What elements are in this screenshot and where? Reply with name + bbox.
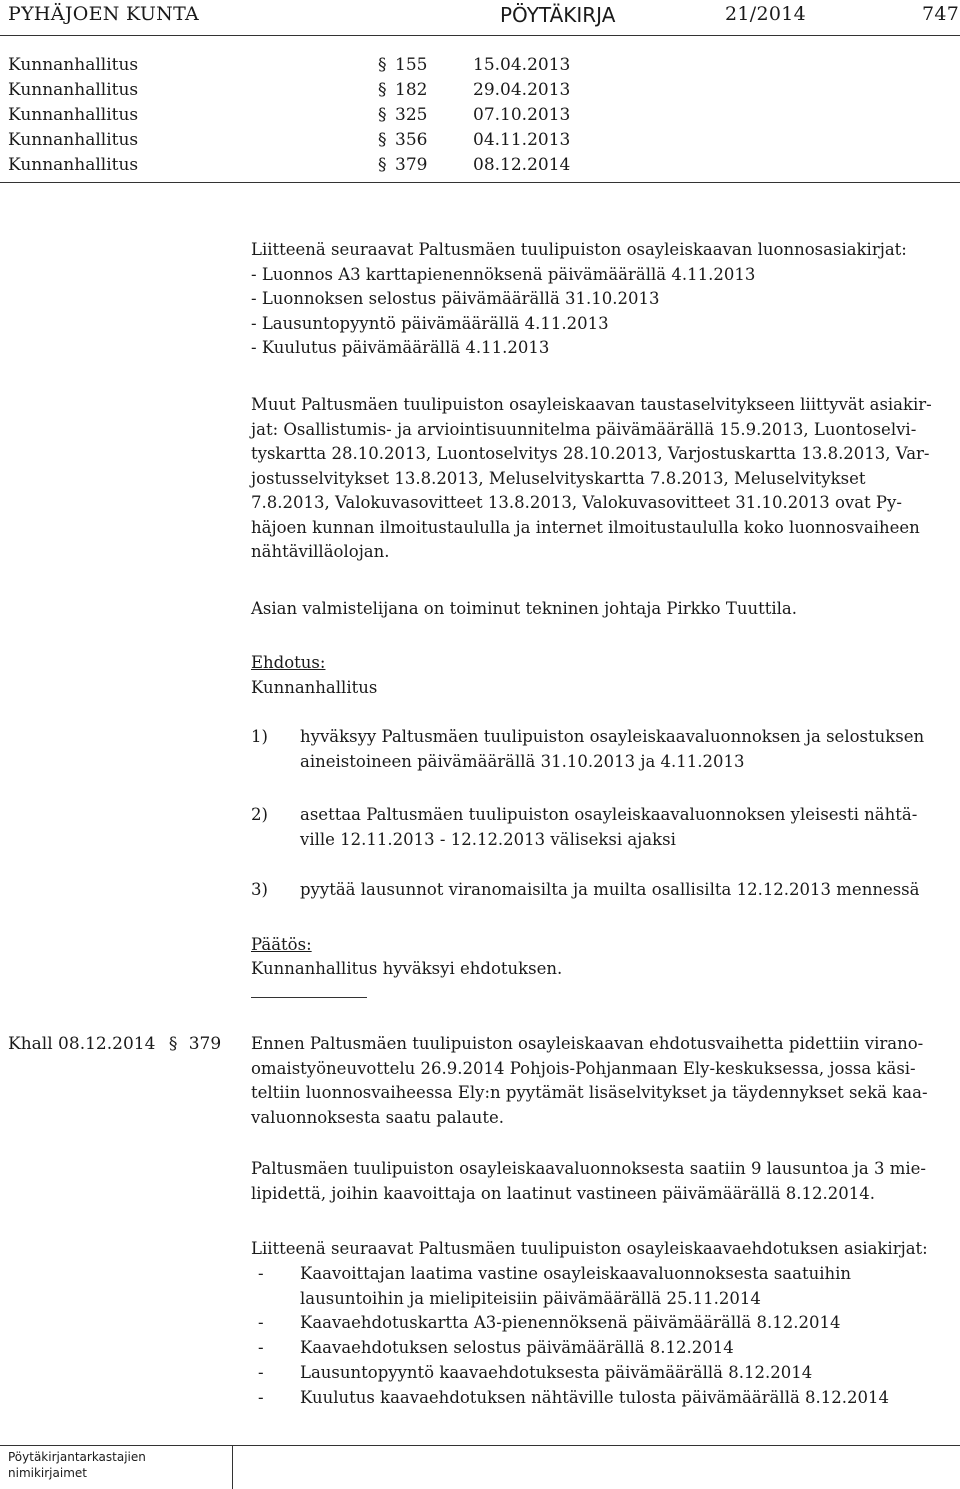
attachments-section: [251, 238, 956, 361]
reference-row: [8, 55, 708, 79]
references-divider: [0, 182, 960, 183]
reference-row: [8, 105, 708, 129]
section-icon: §: [378, 80, 387, 100]
paragraph-line: häjoen kunnan ilmoitustaululla ja internet ilmoitustaululla koko luonnosvaiheen: [251, 517, 920, 537]
footer-line: Pöytäkirjantarkastajien: [8, 1450, 146, 1464]
attachment-item: Kaavaehdotuksen selostus päivämäärällä 8.12.2014: [300, 1338, 734, 1357]
paragraph-line: nähtävilläolojan.: [251, 542, 390, 561]
paragraph-line: tyskartta 28.10.2013, Luontoselvitys 28.10.2013, Varjostuskartta 13.8.2013, Var-: [251, 444, 930, 463]
reference-body: Kunnanhallitus: [8, 55, 139, 75]
paragraph-line: Ennen Paltusmäen tuulipuiston osayleiskaavan ehdotusvaihetta pidettiin virano-: [251, 1034, 924, 1053]
paragraph-line: jostusselvitykset 13.8.2013, Meluselvityskartta 7.8.2013, Meluselvitykset: [251, 468, 866, 488]
proposal-heading: Ehdotus:: [251, 653, 326, 672]
attachment-dash: -: [258, 1338, 264, 1357]
reference-date: 07.10.2013: [473, 105, 571, 125]
paragraph-line: jat: Osallistumis- ja arviointisuunnitelma päivämäärällä 15.9.2013, Luontoselvi-: [251, 419, 917, 439]
reference-body: Kunnanhallitus: [8, 155, 139, 175]
document-type: PÖYTÄKIRJA: [500, 3, 616, 27]
khall-paragraph-2: [251, 1157, 956, 1206]
khall-attachments-intro: Liitteenä seuraavat Paltusmäen tuulipuiston osayleiskaavaehdotuksen asiakirjat:: [251, 1239, 928, 1258]
attachment-item: Lausuntopyyntö kaavaehdotuksesta päivämäärällä 8.12.2014: [300, 1363, 813, 1382]
paragraph-line: Muut Paltusmäen tuulipuiston osayleiskaavan taustaselvitykseen liittyvät asiakir-: [251, 395, 932, 414]
proposal-item-number: 1): [251, 727, 268, 746]
khall-date: Khall 08.12.2014: [8, 1034, 156, 1054]
paragraph-line: asettaa Paltusmäen tuulipuiston osayleiskaavaluonnoksen yleisesti nähtä-: [300, 805, 918, 824]
reference-number: 182: [395, 80, 428, 100]
section-icon: §: [378, 155, 387, 175]
attachment-item: [300, 1262, 950, 1311]
paragraph-line: ville 12.11.2013 - 12.12.2013 väliseksi ajaksi: [300, 829, 676, 849]
paragraph-line: hyväksyy Paltusmäen tuulipuiston osayleiskaavaluonnoksen ja selostuksen: [300, 727, 925, 746]
decision-underline: [251, 997, 367, 998]
reference-row: [8, 130, 708, 154]
reference-number: 356: [395, 130, 428, 150]
footer-label: [8, 1449, 146, 1481]
attachment-item: - Lausuntopyyntö päivämäärällä 4.11.2013: [251, 313, 609, 333]
attachment-item: - Kuulutus päivämäärällä 4.11.2013: [251, 338, 550, 357]
khall-number: 379: [188, 1034, 222, 1054]
proposal-item-number: 3): [251, 880, 268, 899]
reference-date: 08.12.2014: [473, 155, 571, 175]
reference-number: 379: [395, 155, 428, 175]
attachment-dash: -: [258, 1313, 264, 1332]
reference-row: [8, 155, 708, 179]
proposal-item-text: [300, 725, 960, 774]
reference-row: [8, 80, 708, 104]
attachment-dash: -: [258, 1363, 264, 1382]
section-icon: §: [378, 105, 387, 125]
reference-date: 15.04.2013: [473, 55, 571, 75]
signature-box: [232, 1446, 233, 1489]
section-icon: §: [378, 55, 387, 75]
attachment-dash: -: [258, 1264, 264, 1283]
attachment-item: Kaavaehdotuskartta A3-pienennöksenä päivämäärällä 8.12.2014: [300, 1313, 841, 1332]
footer-line: nimikirjaimet: [8, 1466, 87, 1480]
issue-number: 21/2014: [725, 3, 807, 25]
paragraph-line: aineistoineen päivämäärällä 31.10.2013 ja 4.11.2013: [300, 751, 745, 771]
attachment-item: - Luonnos A3 karttapienennöksenä päivämäärällä 4.11.2013: [251, 264, 756, 284]
reference-body: Kunnanhallitus: [8, 80, 139, 100]
paragraph-line: omaistyöneuvottelu 26.9.2014 Pohjois-Pohjanmaan Ely-keskuksessa, jossa käsi-: [251, 1058, 916, 1078]
reference-body: Kunnanhallitus: [8, 130, 139, 150]
section-icon: §: [168, 1034, 178, 1054]
reference-number: 325: [395, 105, 428, 125]
khall-label: [8, 1032, 221, 1056]
attachment-item: Kuulutus kaavaehdotuksen nähtäville tulosta päivämäärällä 8.12.2014: [300, 1388, 890, 1407]
reference-date: 04.11.2013: [473, 130, 571, 150]
municipality-name: PYHÄJOEN KUNTA: [8, 3, 200, 25]
decision-heading: Päätös:: [251, 935, 312, 954]
paragraph-line: pyytää lausunnot viranomaisilta ja muilta osallisilta 12.12.2013 mennessä: [300, 880, 920, 899]
header-divider: [0, 35, 960, 36]
proposal-item-number: 2): [251, 805, 268, 824]
attachment-item: - Luonnoksen selostus päivämäärällä 31.10.2013: [251, 289, 660, 308]
paragraph-line: lausuntoihin ja mielipiteisiin päivämäärällä 25.11.2014: [300, 1288, 761, 1308]
attachments-intro: Liitteenä seuraavat Paltusmäen tuulipuiston osayleiskaavan luonnosasiakirjat:: [251, 240, 907, 259]
paragraph-line: 7.8.2013, Valokuvasovitteet 13.8.2013, Valokuvasovitteet 31.10.2013 ovat Py-: [251, 493, 902, 512]
paragraph-line: Kaavoittajan laatima vastine osayleiskaavaluonnoksesta saatuihin: [300, 1264, 852, 1283]
reference-number: 155: [395, 55, 428, 75]
proposal-item-text: [300, 878, 960, 903]
section-icon: §: [378, 130, 387, 150]
proposal-subject: Kunnanhallitus: [251, 678, 378, 697]
proposal-item-text: [300, 803, 960, 852]
footer-divider: [0, 1445, 960, 1446]
paragraph-line: valuonnoksesta saatu palaute.: [251, 1107, 505, 1127]
reference-date: 29.04.2013: [473, 80, 571, 100]
preparer-note: Asian valmistelijana on toiminut tekninen johtaja Pirkko Tuuttila.: [251, 599, 798, 618]
reference-body: Kunnanhallitus: [8, 105, 139, 125]
paragraph-line: Paltusmäen tuulipuiston osayleiskaavaluonnoksesta saatiin 9 lausuntoa ja 3 mie-: [251, 1159, 926, 1178]
page-number: 747: [922, 3, 960, 25]
paragraph-line: lipidettä, joihin kaavoittaja on laatinut vastineen päivämäärällä 8.12.2014.: [251, 1183, 876, 1203]
khall-paragraph-1: [251, 1032, 956, 1130]
paragraph-line: teltiin luonnosvaiheessa Ely:n pyytämät lisäselvitykset ja täydennykset sekä kaa-: [251, 1083, 928, 1102]
decision-text: Kunnanhallitus hyväksyi ehdotuksen.: [251, 959, 563, 978]
attachment-dash: -: [258, 1388, 264, 1407]
other-documents-paragraph: [251, 393, 956, 565]
